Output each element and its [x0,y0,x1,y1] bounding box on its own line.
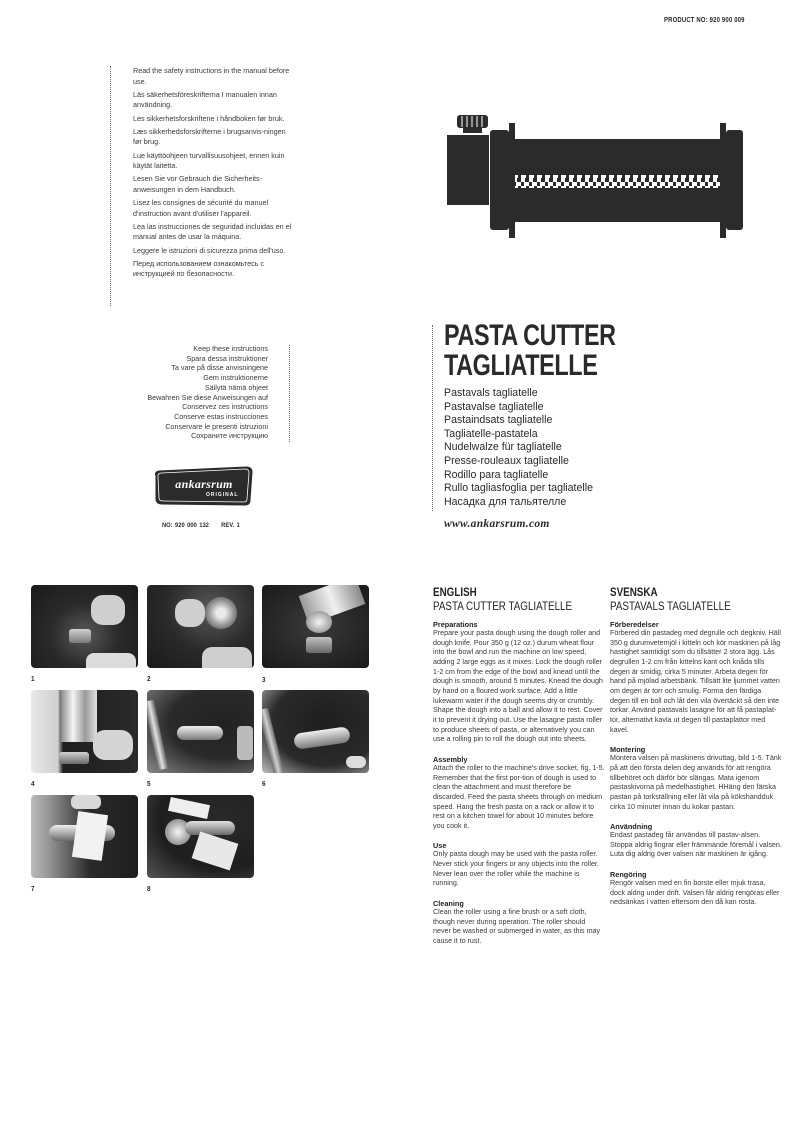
svenska-product-name: PASTAVALS TAGLIATELLE [610,599,731,613]
product-title [444,321,616,381]
pasta-cutter-illustration [445,113,775,248]
english-column [433,585,605,957]
english-product-name: PASTA CUTTER TAGLIATELLE [433,599,573,613]
figure-1-photo [31,585,138,668]
product-title-line1: PASTA CUTTER [444,319,616,352]
safety-line: Lea las instrucciones de seguridad incluidas en el manual antes de usar la máquina. [133,221,292,242]
document-number [162,522,240,529]
figure-label: 4 [31,779,35,788]
svenska-section-forberedelser [610,620,782,735]
keep-line: Ta vare på disse anvisningene [171,363,268,373]
section-body: Rengör valsen med en fin borste eller mjuk trasa, dock aldrig under drift. Valsen får aldrig rengöras eller nedsänkas i vatten eftersom den då kan rosta. [610,879,780,907]
safety-line: Læs sikkerhedsforskrifterne i brugsanvis-ningen før brug. [133,126,286,147]
translation: Tagliatelle-pastatela [444,427,538,440]
section-heading: Use [433,841,447,851]
keep-instructions [130,344,268,441]
figure-5-photo [147,690,254,773]
figure-3-photo [262,585,369,668]
keep-line: Bewahren Sie diese Anweisungen auf [147,392,268,402]
figure-label: 5 [147,779,151,788]
keep-line: Gem instruktionerne [203,373,268,383]
keep-line: Conservare le presenti istruzioni [165,421,268,431]
svenska-section-anvandning [610,822,782,860]
logo-tagline: ORIGINAL [206,492,239,498]
english-section-use [433,841,605,889]
section-heading: Cleaning [433,899,464,909]
figure-6-photo [262,690,369,773]
svenska-language-heading: SVENSKA [610,585,658,599]
section-heading: Montering [610,745,646,755]
figure-label: 2 [147,674,151,683]
keep-line: Keep these instructions [193,344,268,353]
safety-line: Lesen Sie vor Gebrauch die Sicherheits-anweisungen in dem Handbuch. [133,174,263,194]
safety-line: Läs säkerhetsföreskrifterna I manualen innan användning. [133,89,277,110]
keep-line: Spara dessa instruktioner [186,353,268,363]
translation: Presse-rouleaux tagliatelle [444,454,569,467]
safety-line: Les sikkerhetsforskriftene i håndboken før bruk. [133,113,285,123]
section-heading: Rengöring [610,870,647,880]
product-number: PRODUCT NO: 920 900 009 [664,17,745,24]
ankarsrum-logo [150,466,254,508]
section-body: Montera valsen på maskinens drivuttag, bild 1-5. Tänk på att den första delen deg används för att rengöra tillbehöret och därför bör slängas. Mata igenom pastaskivorna på medelhastighet. HHäng den färska pastan på torkställning eller låt vila på kökshandduk cirka 10 minuter innan du kokar pastan. [610,754,782,811]
translation: Pastavals tagliatelle [444,387,538,399]
safety-line: Перед использованием ознакомьтесь с инструкцией по безопасности. [133,258,264,279]
section-heading: Assembly [433,754,468,764]
figure-label: 6 [262,779,266,788]
translation: Rullo tagliasfoglia per tagliatelle [444,482,593,495]
keep-line: Säilytä nämä ohjeet [204,382,268,392]
translation: Nudelwalze für tagliatelle [444,441,562,454]
safety-dotted-rule [110,66,111,306]
keep-line: Сохраните инструкцию [191,431,268,441]
section-body: Only pasta dough may be used with the pasta roller. Never stick your fingers or any objects into the roller. Never lean over the roller while the machine is running. [433,850,599,888]
safety-line: Lue käyttöohjeen turvallisuusohjeet, ennen kuin käytät laitetta. [133,150,285,171]
section-body: Attach the roller to the machine's drive socket, fig. 1-5. Remember that the first por-tion of dough is used to clean the attachment and must therefore be discarded. Feed the pasta sheets through on medium speed. Hang the fresh pasta on a rack or allow it to rest on a kitchen towel for about 10 minutes before you cook it. [433,763,605,830]
keep-line: Conservez ces instructions [182,402,268,412]
section-heading: Preparations [433,620,478,629]
product-translations [444,387,593,509]
translation: Rodillo para tagliatelle [444,468,549,481]
section-body: Endast pastadeg får användas till pastav-alsen. Stoppa aldrig fingrar eller främmande föremål i valsen. Luta dig aldrig över valsen när maskinen är igång. [610,831,782,859]
english-section-assembly [433,755,605,832]
document-no: NO: 920 000 132 [162,522,209,529]
svenska-section-montering [610,745,782,812]
safety-notice [133,66,293,283]
title-dotted-rule [432,325,433,511]
logo-brand: ankarsrum [175,477,233,491]
keep-line: Conserve estas instrucciones [174,411,268,421]
figure-label: 1 [31,674,35,683]
document-revision: REV. 1 [221,522,240,529]
english-language-heading: ENGLISH [433,585,477,599]
section-heading: Förberedelser [610,620,659,629]
figure-4-photo [31,690,138,773]
safety-line: Lisez les consignes de sécurité du manuel d'instruction avant d'utiliser l'appareil. [133,198,269,218]
section-body: Clean the roller using a fine brush or a soft cloth, though never during operation. The roller should never be washed or submerged in water, as this may cause it to rust. [433,908,601,946]
figure-2-photo [147,585,254,668]
translation: Pastaindsats tagliatelle [444,414,553,427]
figure-7-photo [31,795,138,878]
section-body: Förbered din pastadeg med degrulle och degkniv. Häll 350 g durumvetemjöl i kitteln och kör maskinen på låg hastighet samtidigt som du tillsätter 2 stora ägg. Lås degrullen 1-2 cm från kittelns kant och knåda tills degen är smidig, cirka 5 minuter. Arbeta degen för hand på mjölad arbetsbänk. Tillsätt lite ljummet vatten om degen är torr och smulig. Forma den färdiga degen till en boll och låt den vila övertäckt så den inte torkar. Använd pastavals lasagne för att få pastaplat-tor, alternativt kavla ut degen till pastaplattor med kavel. [610,629,781,734]
english-section-cleaning [433,899,605,947]
translation: Насадка для тальятелле [444,495,567,508]
figure-label: 7 [31,884,35,893]
figure-8-photo [147,795,254,878]
section-body: Prepare your pasta dough using the dough roller and dough knife. Pour 350 g (12 oz.) durum wheat flour into the bowl and run the machine on low speed, adding 2 large eggs as it mixes. Lock the dough roller 1-2 cm from the edge of the bowl and knead until the dough is smooth, around 5 minutes. Knead the dough by hand on a floured work surface. Add a little lukewarm water if the dough seems dry or crumbly. Shape the dough into a ball and allow it to rest. Cover it to prevent it drying out. Use the lasagne pasta roller to produce sheets of pasta, or alternatively you can use a rolling pin to roll the dough out into sheets. [433,629,603,744]
product-title-line2: TAGLIATELLE [444,349,598,382]
keep-dotted-rule [289,345,290,442]
section-heading: Användning [610,822,653,832]
figure-label: 3 [262,675,266,684]
svenska-column [610,585,782,918]
safety-line: Leggere le istruzioni di sicurezza prima dell'uso. [133,245,286,255]
safety-line: Read the safety instructions in the manual before use. [133,66,290,86]
translation: Pastavalse tagliatelle [444,400,544,413]
website-link[interactable]: www.ankarsrum.com [444,518,550,530]
figure-label: 8 [147,884,151,893]
svenska-section-rengoring [610,870,782,908]
english-section-preparations [433,620,605,745]
